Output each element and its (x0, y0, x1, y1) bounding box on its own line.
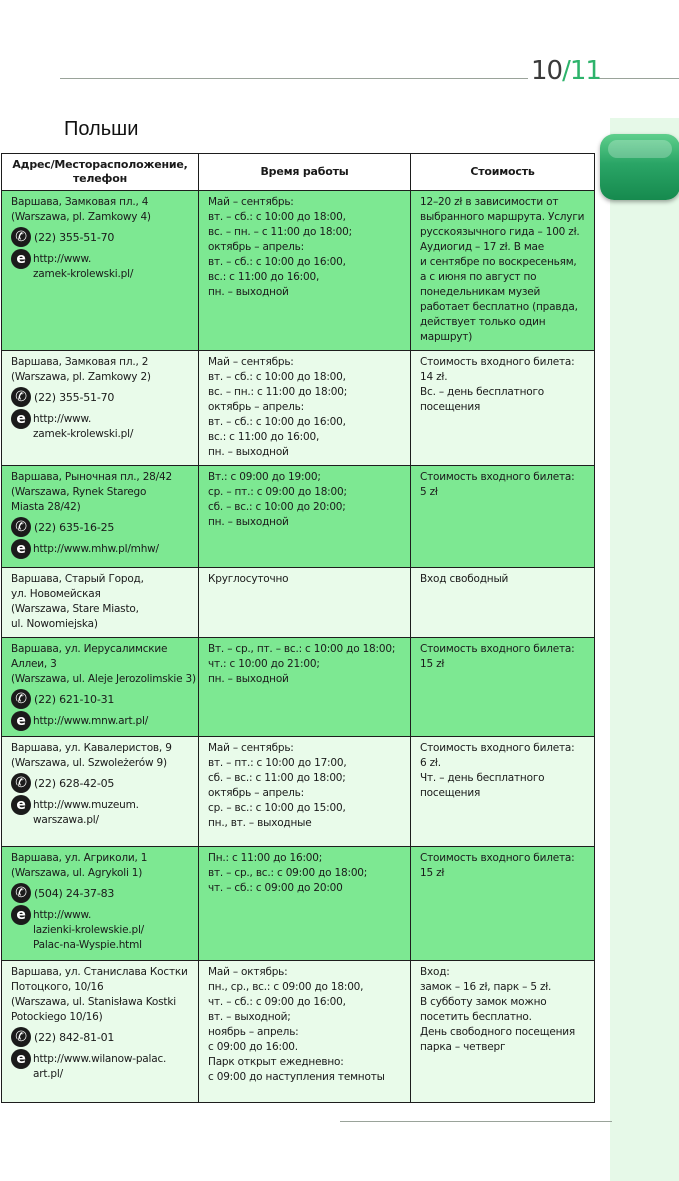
hours-line: вт. – ср., вс.: с 09:00 до 18:00; (208, 867, 368, 879)
hours-line: вс.: с 11:00 до 16:00, (208, 431, 320, 443)
hours-line: октябрь – апрель: (208, 241, 304, 253)
phone-row (11, 387, 189, 407)
website-line[interactable]: http://www.mnw.art.pl/ (33, 715, 149, 727)
hours-line: ср. – вс.: с 10:00 до 15:00, (208, 802, 346, 814)
price-line: День свободного посещения (420, 1026, 576, 1038)
hours-line: октябрь – апрель: (208, 787, 304, 799)
side-strip (610, 118, 679, 1181)
address-line: Варшава, ул. Станислава Костки (11, 966, 188, 978)
hours-line: пн. – выходной (208, 446, 289, 458)
price-cell (411, 638, 595, 737)
museum-table (1, 153, 595, 1103)
phone-icon: ✆ (11, 387, 31, 407)
phone-icon: ✆ (11, 1027, 31, 1047)
hours-line: пн. – выходной (208, 286, 289, 298)
website-row (11, 539, 189, 559)
price-line: 15 zł (420, 867, 445, 879)
web-e-icon: e (11, 795, 31, 815)
price-line: 15 zł (420, 658, 445, 670)
address-line: ul. Nowomiejska) (11, 618, 98, 630)
address-line: (Warszawa, ul. Stanisława Kostki (11, 996, 176, 1008)
address-line: ул. Новомейская (11, 588, 101, 600)
hours-line: пн. – выходной (208, 673, 289, 685)
website-link[interactable] (33, 542, 159, 557)
address-line: Варшава, Замковая пл., 2 (11, 356, 149, 368)
hours-cell (199, 847, 411, 961)
phone-number[interactable]: (504) 24-37-83 (34, 886, 115, 900)
hours-line: вс.: с 11:00 до 16:00, (208, 271, 320, 283)
hours-line: вт. – сб.: с 10:00 до 16:00, (208, 416, 346, 428)
web-e-icon: e (11, 539, 31, 559)
website-line[interactable]: http://www.mhw.pl/mhw/ (33, 543, 159, 555)
price-line: посещения (420, 401, 481, 413)
website-row (11, 249, 189, 282)
address-cell (2, 466, 199, 568)
page-current: 10 (531, 56, 563, 86)
price-line: посещения (420, 787, 481, 799)
phone-icon: ✆ (11, 883, 31, 903)
address-line: (Warszawa, ul. Agrykoli 1) (11, 867, 143, 879)
website-line[interactable]: warszawa.pl/ (33, 814, 99, 826)
address-line: Варшава, ул. Иерусалимские (11, 643, 168, 655)
phone-row (11, 227, 189, 247)
price-line: понедельникам музей (420, 286, 541, 298)
website-line[interactable]: http://www.muzeum. (33, 799, 139, 811)
table-row (2, 961, 595, 1103)
phone-number[interactable]: (22) 635-16-25 (34, 520, 115, 534)
hours-line: чт. – сб.: с 09:00 до 20:00 (208, 882, 343, 894)
website-link[interactable] (33, 1052, 166, 1082)
address-line: Потоцкого, 10/16 (11, 981, 104, 993)
website-line[interactable]: http://www. (33, 253, 92, 265)
hours-cell (199, 568, 411, 638)
website-line[interactable]: http://www.wilanow-palac. (33, 1053, 167, 1065)
price-line: 14 zł. (420, 371, 448, 383)
phone-number[interactable]: (22) 621-10-31 (34, 692, 115, 706)
website-line[interactable]: lazienki-krolewskie.pl/ (33, 924, 145, 936)
price-line: Аудиогид – 17 zł. В мае (420, 241, 545, 253)
table-row (2, 466, 595, 568)
price-cell (411, 351, 595, 466)
header-rule-right (592, 78, 679, 79)
hours-line: Вт. – ср., пт. – вс.: с 10:00 до 18:00; (208, 643, 396, 655)
hours-line: чт.: с 10:00 до 21:00; (208, 658, 320, 670)
table-row (2, 737, 595, 847)
website-line[interactable]: http://www. (33, 413, 92, 425)
footer-rule (340, 1121, 612, 1122)
price-line: Стоимость входного билета: (420, 471, 575, 483)
hours-line: вт. – сб.: с 10:00 до 18:00, (208, 371, 346, 383)
website-line[interactable]: zamek-krolewski.pl/ (33, 268, 134, 280)
table-row (2, 638, 595, 737)
address-cell (2, 638, 199, 737)
price-line: замок – 16 zł, парк – 5 zł. (420, 981, 552, 993)
section-title: Польши (64, 118, 139, 140)
page-number (531, 56, 601, 86)
hours-cell (199, 351, 411, 466)
address-line: Miasta 28/42) (11, 501, 81, 513)
hours-line: сб. – вс.: с 11:00 до 18:00; (208, 772, 346, 784)
address-line: (Warszawa, pl. Zamkowy 4) (11, 211, 151, 223)
address-line: Варшава, ул. Кавалеристов, 9 (11, 742, 172, 754)
hours-line: вт. – сб.: с 10:00 до 16:00, (208, 256, 346, 268)
hours-line: вт. – выходной; (208, 1011, 291, 1023)
web-e-icon: e (11, 249, 31, 269)
header-hours: Время работы (199, 154, 411, 191)
price-line: маршрут) (420, 331, 473, 343)
website-link[interactable] (33, 908, 144, 953)
hours-line: пн. – выходной (208, 516, 289, 528)
table-row (2, 568, 595, 638)
phone-icon: ✆ (11, 517, 31, 537)
hours-line: пн., ср., вс.: с 09:00 до 18:00, (208, 981, 364, 993)
price-line: русскоязычного гида – 100 zł. (420, 226, 580, 238)
hours-line: октябрь – апрель: (208, 401, 304, 413)
hours-line: вт. – сб.: с 10:00 до 18:00, (208, 211, 346, 223)
hours-line: Вт.: с 09:00 до 19:00; (208, 471, 321, 483)
phone-number[interactable]: (22) 628-42-05 (34, 776, 115, 790)
price-line: Чт. – день бесплатного (420, 772, 545, 784)
header-price: Стоимость (411, 154, 595, 191)
hours-cell (199, 191, 411, 351)
website-line[interactable]: http://www. (33, 909, 92, 921)
address-line: Варшава, Старый Город, (11, 573, 144, 585)
web-e-icon: e (11, 409, 31, 429)
hours-line: сб. – вс.: с 10:00 до 20:00; (208, 501, 346, 513)
table-row (2, 351, 595, 466)
hours-line: с 09:00 до наступления темноты (208, 1071, 385, 1083)
phone-number[interactable]: (22) 355-51-70 (34, 230, 115, 244)
address-line: (Warszawa, Stare Miasto, (11, 603, 139, 615)
price-cell (411, 568, 595, 638)
website-link[interactable] (33, 714, 148, 729)
price-cell (411, 847, 595, 961)
address-line: (Warszawa, Rynek Starego (11, 486, 147, 498)
table-row (2, 847, 595, 961)
address-cell (2, 191, 199, 351)
hours-line: ноябрь – апрель: (208, 1026, 299, 1038)
website-link[interactable] (33, 412, 133, 442)
phone-row (11, 773, 189, 793)
website-row (11, 905, 189, 953)
website-line[interactable]: art.pl/ (33, 1068, 63, 1080)
price-cell (411, 961, 595, 1103)
address-line: Варшава, Замковая пл., 4 (11, 196, 149, 208)
web-e-icon: e (11, 1049, 31, 1069)
price-line: Стоимость входного билета: (420, 356, 575, 368)
website-row (11, 409, 189, 442)
address-cell (2, 351, 199, 466)
price-line: Вход: (420, 966, 450, 978)
hours-line: Май – сентябрь: (208, 196, 294, 208)
website-link[interactable] (33, 252, 133, 282)
website-link[interactable] (33, 798, 139, 828)
phone-icon: ✆ (11, 227, 31, 247)
price-line: Вход свободный (420, 573, 509, 585)
price-line: Стоимость входного билета: (420, 643, 575, 655)
hours-line: пн., вт. – выходные (208, 817, 312, 829)
address-cell (2, 737, 199, 847)
hours-cell (199, 466, 411, 568)
price-cell (411, 466, 595, 568)
price-line: Стоимость входного билета: (420, 852, 575, 864)
phone-row (11, 517, 189, 537)
address-line: Potockiego 10/16) (11, 1011, 103, 1023)
price-line: Стоимость входного билета: (420, 742, 575, 754)
price-line: парка – четверг (420, 1041, 506, 1053)
hours-line: чт. – сб.: с 09:00 до 16:00, (208, 996, 346, 1008)
website-line[interactable]: Palac-na-Wyspie.html (33, 939, 142, 951)
price-cell (411, 737, 595, 847)
phone-icon: ✆ (11, 773, 31, 793)
hours-line: Парк открыт ежедневно: (208, 1056, 344, 1068)
hours-line: вт. – пт.: с 10:00 до 17:00, (208, 757, 347, 769)
table-row (2, 191, 595, 351)
website-row (11, 711, 189, 731)
phone-row (11, 883, 189, 903)
price-cell (411, 191, 595, 351)
table-header-row (2, 154, 595, 191)
phone-row (11, 689, 189, 709)
hours-line: вс. – пн. – с 11:00 до 18:00; (208, 226, 352, 238)
hours-line: Май – октябрь: (208, 966, 288, 978)
hours-cell (199, 961, 411, 1103)
hours-line: Пн.: с 11:00 до 16:00; (208, 852, 323, 864)
header-address: Адрес/Месторасположение, телефон (2, 154, 199, 191)
price-line: посетить бесплатно. (420, 1011, 532, 1023)
price-line: 12–20 zł в зависимости от (420, 196, 559, 208)
phone-icon: ✆ (11, 689, 31, 709)
address-line: Варшава, Рыночная пл., 28/42 (11, 471, 172, 483)
price-line: В субботу замок можно (420, 996, 547, 1008)
hours-cell (199, 638, 411, 737)
hours-line: Май – сентябрь: (208, 742, 294, 754)
price-line: и сентябре по воскресеньям, (420, 256, 577, 268)
hours-cell (199, 737, 411, 847)
price-line: Вс. – день бесплатного (420, 386, 545, 398)
address-line: (Warszawa, ul. Szwoleżerów 9) (11, 757, 167, 769)
hours-line: с 09:00 до 16:00. (208, 1041, 298, 1053)
hours-line: Круглосуточно (208, 573, 289, 585)
address-line: Варшава, ул. Агрикoли, 1 (11, 852, 148, 864)
address-line: Аллеи, 3 (11, 658, 57, 670)
hours-line: ср. – пт.: с 09:00 до 18:00; (208, 486, 347, 498)
phone-row (11, 1027, 189, 1047)
web-e-icon: e (11, 711, 31, 731)
chapter-tab[interactable] (600, 134, 679, 200)
price-line: работает бесплатно (правда, (420, 301, 578, 313)
hours-line: Май – сентябрь: (208, 356, 294, 368)
address-line: (Warszawa, ul. Aleje Jerozolimskie 3) (11, 673, 196, 685)
header-rule (60, 78, 528, 79)
hours-line: вс. – пн.: с 11:00 до 18:00; (208, 386, 348, 398)
website-row (11, 795, 189, 828)
address-cell (2, 961, 199, 1103)
price-line: 6 zł. (420, 757, 441, 769)
price-line: выбранного маршрута. Услуги (420, 211, 585, 223)
page-separator: / (562, 56, 570, 86)
address-cell (2, 568, 199, 638)
price-line: 5 zł (420, 486, 438, 498)
page-total: 11 (569, 56, 601, 86)
price-line: а с июня по август по (420, 271, 537, 283)
website-line[interactable]: zamek-krolewski.pl/ (33, 428, 134, 440)
web-e-icon: e (11, 905, 31, 925)
phone-number[interactable]: (22) 355-51-70 (34, 390, 115, 404)
phone-number[interactable]: (22) 842-81-01 (34, 1030, 115, 1044)
address-cell (2, 847, 199, 961)
address-line: (Warszawa, pl. Zamkowy 2) (11, 371, 151, 383)
price-line: действует только один (420, 316, 546, 328)
website-row (11, 1049, 189, 1082)
